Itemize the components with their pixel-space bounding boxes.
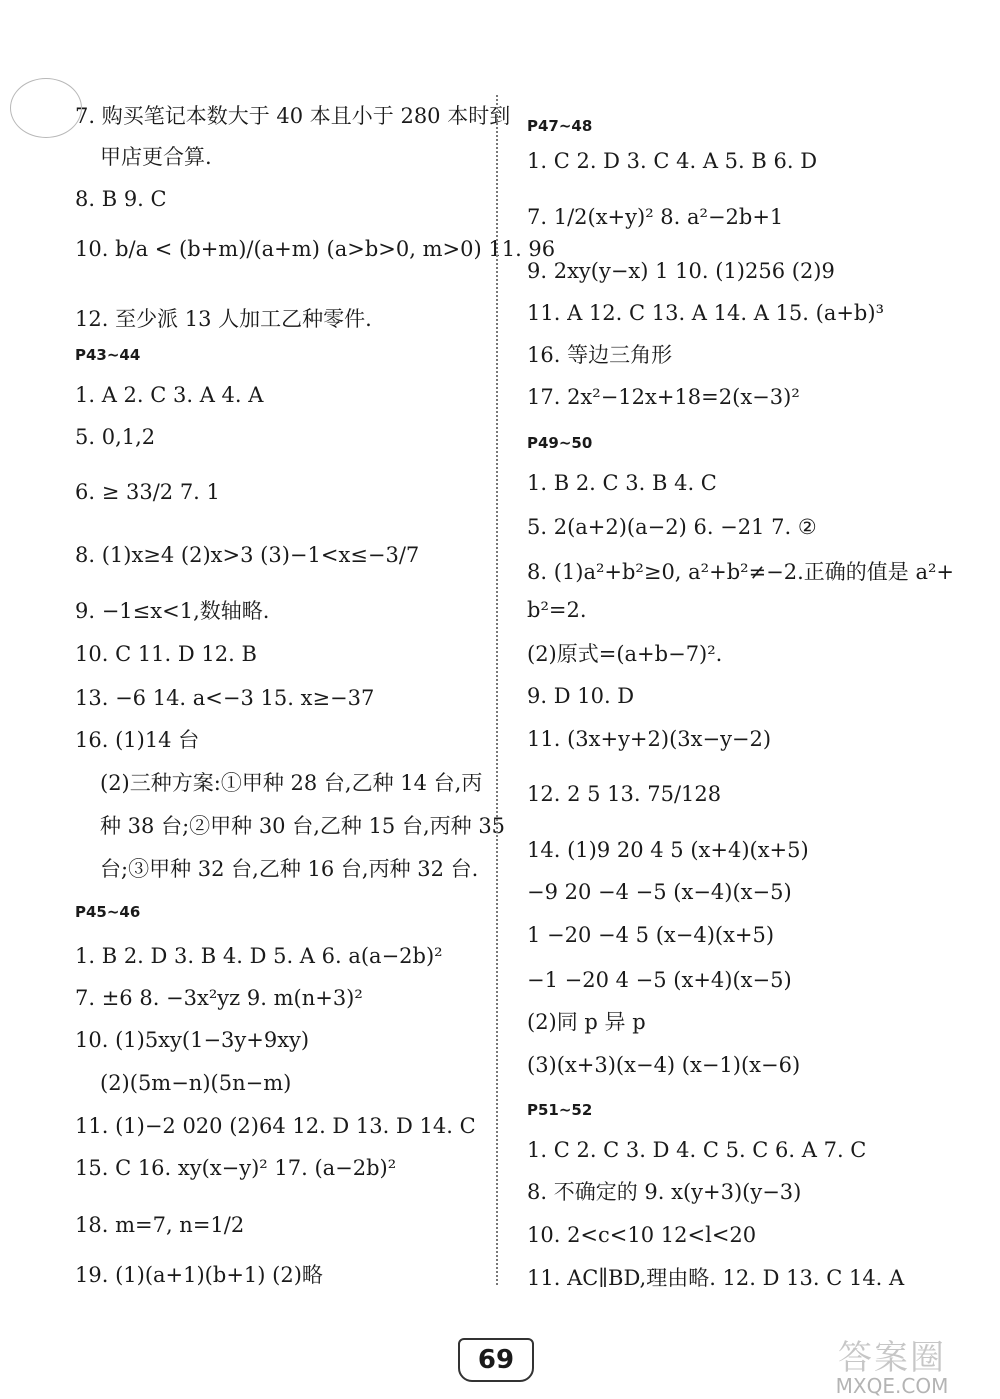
- answer-line: 13. −6 14. a<−3 15. x≥−37: [75, 686, 375, 710]
- answer-line: 8. (1)x≥4 (2)x>3 (3)−1<x≤−3/7: [75, 543, 420, 567]
- answer-line: 8. (1)a²+b²≥0, a²+b²≠−2.正确的值是 a²+: [527, 560, 954, 584]
- answer-line: 7. ±6 8. −3x²yz 9. m(n+3)²: [75, 986, 363, 1010]
- answer-line: 10. C 11. D 12. B: [75, 642, 257, 666]
- watermark-logo: [792, 1330, 998, 1396]
- answer-line: (2)同 p 异 p: [527, 1010, 646, 1034]
- answer-line: 7. 购买笔记本数大于 40 本且小于 280 本时到: [75, 104, 511, 128]
- answer-line: 种 38 台;②甲种 30 台,乙种 15 台,丙种 35: [100, 814, 506, 838]
- answer-line: 8. B 9. C: [75, 187, 167, 211]
- answer-line: 1. B 2. D 3. B 4. D 5. A 6. a(a−2b)²: [75, 944, 443, 968]
- section-heading: P51~52: [527, 1101, 593, 1119]
- answer-line: 11. (1)−2 020 (2)64 12. D 13. D 14. C: [75, 1114, 476, 1138]
- answer-line: 18. m=7, n=1/2: [75, 1213, 245, 1237]
- answer-line: 9. −1≤x<1,数轴略.: [75, 599, 270, 623]
- answer-line: 1. C 2. D 3. C 4. A 5. B 6. D: [527, 149, 818, 173]
- answer-line: 5. 2(a+2)(a−2) 6. −21 7. ②: [527, 515, 817, 539]
- section-heading: P47~48: [527, 117, 593, 135]
- answer-line: 11. A 12. C 13. A 14. A 15. (a+b)³: [527, 301, 884, 325]
- answer-line: 8. 不确定的 9. x(y+3)(y−3): [527, 1180, 802, 1204]
- answer-line: 7. 1/2(x+y)² 8. a²−2b+1: [527, 205, 784, 229]
- page-number: 69: [458, 1338, 534, 1382]
- answer-line: −1 −20 4 −5 (x+4)(x−5): [527, 968, 792, 992]
- answer-line: 14. (1)9 20 4 5 (x+4)(x+5): [527, 838, 809, 862]
- answer-line: 12. 2 5 13. 75/128: [527, 782, 722, 806]
- answer-line: 1. C 2. C 3. D 4. C 5. C 6. A 7. C: [527, 1138, 867, 1162]
- section-heading: P49~50: [527, 434, 593, 452]
- watermark-text: MXQE.COM: [835, 1374, 949, 1398]
- section-heading: P45~46: [75, 903, 141, 921]
- answer-line: 19. (1)(a+1)(b+1) (2)略: [75, 1263, 323, 1287]
- answer-line: 5. 0,1,2: [75, 425, 156, 449]
- section-heading: P43~44: [75, 346, 141, 364]
- answer-line: 11. (3x+y+2)(3x−y−2): [527, 727, 772, 751]
- answer-line: 1. A 2. C 3. A 4. A: [75, 383, 264, 407]
- answer-line: (2)三种方案:①甲种 28 台,乙种 14 台,丙: [100, 771, 483, 795]
- watermark-glyphs: 答案圈: [838, 1338, 946, 1378]
- answer-line: 台;③甲种 32 台,乙种 16 台,丙种 32 台.: [100, 857, 479, 881]
- answer-line: 12. 至少派 13 人加工乙种零件.: [75, 307, 372, 331]
- answer-line: 10. (1)5xy(1−3y+9xy): [75, 1028, 310, 1052]
- answer-line: 11. AC∥BD,理由略. 12. D 13. C 14. A: [527, 1266, 905, 1290]
- answer-line: 15. C 16. xy(x−y)² 17. (a−2b)²: [75, 1156, 397, 1180]
- answer-line: (3)(x+3)(x−4) (x−1)(x−6): [527, 1053, 801, 1077]
- answer-line: 16. 等边三角形: [527, 343, 673, 367]
- corner-stamp-mark: [10, 78, 82, 138]
- answer-line: 1 −20 −4 5 (x−4)(x+5): [527, 923, 775, 947]
- answer-line: b²=2.: [527, 598, 587, 622]
- answer-line: −9 20 −4 −5 (x−4)(x−5): [527, 880, 792, 904]
- answer-line: 9. 2xy(y−x) 1 10. (1)256 (2)9: [527, 259, 835, 283]
- answer-line: 6. ≥ 33/2 7. 1: [75, 480, 220, 504]
- answer-line: (2)原式=(a+b−7)².: [527, 642, 723, 666]
- answer-line: (2)(5m−n)(5n−m): [100, 1071, 292, 1095]
- answer-line: 1. B 2. C 3. B 4. C: [527, 471, 717, 495]
- answer-line: 16. (1)14 台: [75, 728, 200, 752]
- answer-line: 甲店更合算.: [100, 145, 212, 169]
- column-divider: [496, 95, 498, 1285]
- answer-line: 10. b/a < (b+m)/(a+m) (a>b>0, m>0) 11. 96: [75, 237, 556, 261]
- answer-line: 10. 2<c<10 12<l<20: [527, 1223, 757, 1247]
- answer-line: 9. D 10. D: [527, 684, 635, 708]
- answer-line: 17. 2x²−12x+18=2(x−3)²: [527, 385, 800, 409]
